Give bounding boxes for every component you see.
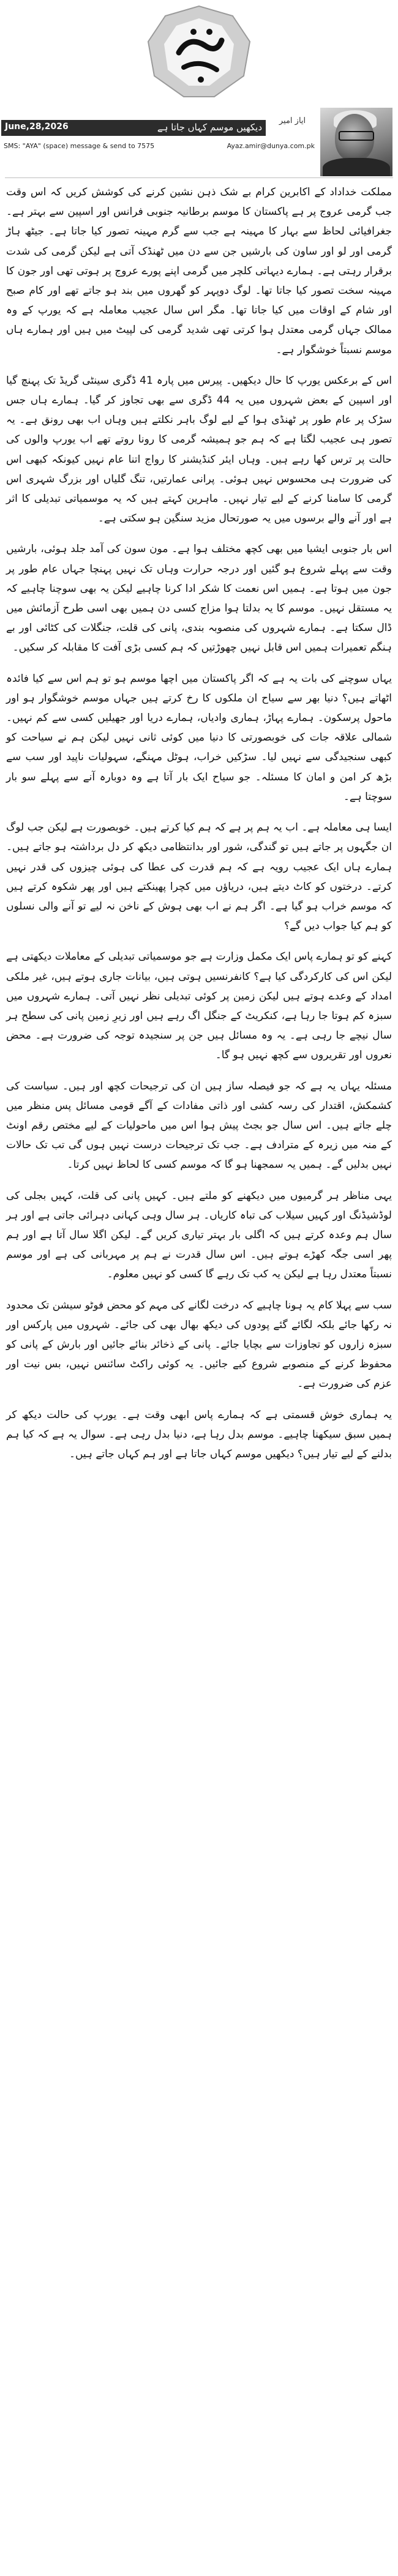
sms-note: SMS: "AYA" (space) message & send to 7575 — [4, 142, 155, 150]
title-band — [1, 120, 266, 136]
paragraph: یہی مناظر ہر گرمیوں میں دیکھنے کو ملتے ہیں۔ کہیں پانی کی قلت، کہیں بجلی کی لوڈشیڈنگ اور کہیں سیلاب کی تباہ کاریاں۔ ہر سال وہی کہانی دہرائی جاتی ہے اور ہر سال ہم وعدہ کرتے ہیں کہ اگلی بار بہتر تیاری کریں گے۔ لیکن اگلا سال آتا ہے اور ہم پھر اسی جگہ کھڑے ہوتے ہیں۔ اس سال قدرت نے ہم پر مہربانی کی ہے اور موسم نسبتاً معتدل رہا ہے لیکن یہ کب تک رہے گا کسی کو نہیں معلوم۔ — [6, 1189, 392, 1281]
paragraph: یہ ہماری خوش قسمتی ہے کہ ہمارے پاس ابھی وقت ہے۔ یورپ کی حالت دیکھ کر ہمیں سبق سیکھنا چاہیے۔ موسم بدل رہا ہے، دنیا بدل رہی ہے۔ سوال یہ ہے کہ کیا ہم بدلنے کے لیے تیار ہیں؟ دیکھیں موسم کہاں جاتا ہے اور ہم کہاں جاتے ہیں۔ — [6, 1408, 392, 1460]
paragraph: اس کے برعکس یورپ کا حال دیکھیں۔ پیرس میں پارہ 41 ڈگری سینٹی گریڈ تک پہنچ گیا اور اسپین کے بعض شہروں میں یہ 44 ڈگری سے بھی تجاوز کر گیا۔ ہمارے ہاں جس سڑک پر عام طور پر ٹھنڈی ہوا کے لیے لوگ باہر نکلتے ہیں وہاں اب بھی رونق ہے۔ یہ تصور ہی عجیب لگتا ہے کہ ہم جو ہمیشہ گرمی کا رونا روتے تھے اب یورپ والوں کی حالت پر ترس کھا رہے ہیں۔ وہاں ایئر کنڈیشنر کا رواج اتنا عام نہیں کیونکہ کبھی اس کی ضرورت ہی محسوس نہیں ہوئی۔ پرانی عمارتیں، تنگ گلیاں اور بزرگ شہری اس گرمی کا سامنا کرنے کے لیے تیار نہیں۔ ماہرین کہتے ہیں کہ یہ موسمیاتی تبدیلی کا اثر ہے اور آنے والے برسوں میں یہ صورتحال مزید سنگین ہو سکتی ہے۔ — [6, 374, 392, 525]
paragraph: ایسا ہی معاملہ ہے۔ اب یہ ہم پر ہے کہ ہم کیا کرتے ہیں۔ خوبصورت ہے لیکن جب لوگ ان جگہوں پر جاتے ہیں تو گندگی، شور اور بدانتظامی دیکھ کر دل برداشتہ ہو جاتے ہیں۔ ہمارے ہاں ایک عجیب رویہ ہے کہ ہم قدرت کی عطا کی ہوئی چیزوں کی قدر نہیں کرتے۔ درختوں کو کاٹ دیتے ہیں، دریاؤں میں کچرا پھینکتے ہیں اور پھر شکوہ کرتے ہیں کہ موسم خراب ہو گیا ہے۔ اگر ہم نے اب بھی ہوش کے ناخن نہ لیے تو آنے والی نسلوں کو ہم کیا جواب دیں گے؟ — [6, 821, 392, 933]
column-date: June,28,2026 — [5, 122, 69, 132]
paragraph: مسئلہ یہاں یہ ہے کہ جو فیصلہ ساز ہیں ان کی ترجیحات کچھ اور ہیں۔ سیاست کی کشمکش، اقتدار کی رسہ کشی اور ذاتی مفادات کے آگے قومی مسائل پس منظر میں چلے جاتے ہیں۔ اس سال جو بجٹ پیش ہوا اس میں ماحولیات کے لیے مختص رقم اونٹ کے منہ میں زیرہ کے مترادف ہے۔ جب تک ترجیحات درست نہیں ہوں گی تب تک حالات نہیں بدلیں گے۔ ہمیں یہ سمجھنا ہو گا کہ موسم کسی کا لحاظ نہیں کرتا۔ — [6, 1080, 392, 1171]
paragraph: مملکت خداداد کے اکابرین کرام بے شک ذہن نشین کرنے کی کوشش کریں کہ اس وقت جب گرمی عروج پر ہے پاکستان کا موسم برطانیہ جنوبی فرانس اور اسپین سے بہتر ہے۔ جغرافیائی لحاظ سے بہار کا مہینہ ہے جب سے گرم مہینہ تصور کیا جاتا ہے۔ جیٹھ ہاڑ گرمی اور لو اور ساون کی بارشیں جن سے دن میں ٹھنڈک آتی ہے لیکن گرمی کی شدت برقرار رہتی ہے۔ ہمارے دیہاتی کلچر میں گرمی اپنے پورے عروج پر ہوتی تھی اور جون کا مہینہ سخت تصور کیا جاتا تھا۔ لوگ دوپہر کو گھروں میں بند ہو جاتے تھے اور کام صبح اور شام کے اوقات میں کیا جاتا تھا۔ مگر اس سال عجیب معاملہ ہے کہ یورپ کے وہ ممالک جہاں گرمی معتدل ہوا کرتی تھی شدید گرمی کی لپیٹ میں ہیں اور ہمارے ہاں موسم نسبتاً خوشگوار ہے۔ — [6, 186, 392, 356]
newspaper-logo — [141, 4, 257, 102]
divider — [5, 177, 393, 178]
paragraph: سب سے پہلا کام یہ ہونا چاہیے کہ درخت لگانے کی مہم کو محض فوٹو سیشن تک محدود نہ رکھا جائے بلکہ لگائے گئے پودوں کی دیکھ بھال بھی کی جائے۔ شہروں میں پارکس اور سبزہ زاروں کو تجاوزات سے بچایا جائے۔ پانی کے ذخائر بنائے جائیں اور بارش کے پانی کو محفوظ کرنے کے منصوبے شروع کیے جائیں۔ یہ کوئی راکٹ سائنس نہیں، بس نیت اور عزم کی ضرورت ہے۔ — [6, 1299, 392, 1391]
masthead — [0, 0, 398, 108]
paragraph: یہاں سوچنے کی بات یہ ہے کہ اگر پاکستان میں اچھا موسم ہو تو ہم اس سے کیا فائدہ اٹھاتے ہیں؟ دنیا بھر سے سیاح ان ملکوں کا رخ کرتے ہیں جہاں موسم خوشگوار ہو اور ماحول پرسکون۔ ہمارے پہاڑ، ہماری وادیاں، ہمارے دریا اور جھیلیں کسی سے کم نہیں۔ شمالی علاقہ جات کی خوبصورتی کا دنیا میں کوئی ثانی نہیں لیکن ہم نے سیاحت کو کبھی سنجیدگی سے نہیں لیا۔ سڑکیں خراب، ہوٹل مہنگے، سہولیات ناپید اور سب سے بڑھ کر امن و امان کا مسئلہ۔ جو سیاح ایک بار آتا ہے وہ دوبارہ آنے سے پہلے سو بار سوچتا ہے۔ — [6, 672, 392, 803]
article-body — [6, 182, 392, 1475]
column-headline: دیکھیں موسم کہاں جاتا ہے — [157, 122, 262, 133]
paragraph: کہنے کو تو ہمارے پاس ایک مکمل وزارت ہے جو موسمیاتی تبدیلی کے معاملات دیکھتی ہے لیکن اس کی کارکردگی کیا ہے؟ کانفرنسیں ہوتی ہیں، بیانات جاری ہوتے ہیں، غیر ملکی امداد کے وعدے ہوتے ہیں لیکن زمین پر کوئی تبدیلی نظر نہیں آتی۔ ہمارے شہروں میں سبزہ کم ہوتا جا رہا ہے، کنکریٹ کے جنگل اگ رہے ہیں اور زیرِ زمین پانی کی سطح ہر سال نیچے جا رہی ہے۔ یہ وہ مسائل ہیں جن پر سنجیدہ توجہ کی ضرورت ہے۔ محض نعروں اور تقریروں سے کچھ نہیں ہو گا۔ — [6, 950, 392, 1062]
columnist-name: ایاز امیر — [279, 116, 306, 125]
paragraph: اس بار جنوبی ایشیا میں بھی کچھ مختلف ہوا ہے۔ مون سون کی آمد جلد ہوئی، بارشیں وقت سے پہلے شروع ہو گئیں اور درجہ حرارت وہاں تک نہیں پہنچا جہاں عام طور پر جون میں ہوتا ہے۔ ہمیں اس نعمت کا شکر ادا کرنا چاہیے لیکن یہ بھی سوچنا چاہیے کہ یہ مستقل نہیں۔ موسم کا یہ بدلتا ہوا مزاج کسی دن ہمیں بھی اسی طرح آزمائش میں ڈال سکتا ہے۔ ہمارے شہروں کی منصوبہ بندی، پانی کی قلت، جنگلات کی کٹائی اور بے ہنگم تعمیرات ہمیں اس قابل نہیں چھوڑتیں کہ ہم کسی بڑی آفت کا مقابلہ کر سکیں۔ — [6, 543, 392, 654]
columnist-email: Ayaz.amir@dunya.com.pk — [227, 142, 315, 150]
contact-row — [4, 142, 393, 153]
